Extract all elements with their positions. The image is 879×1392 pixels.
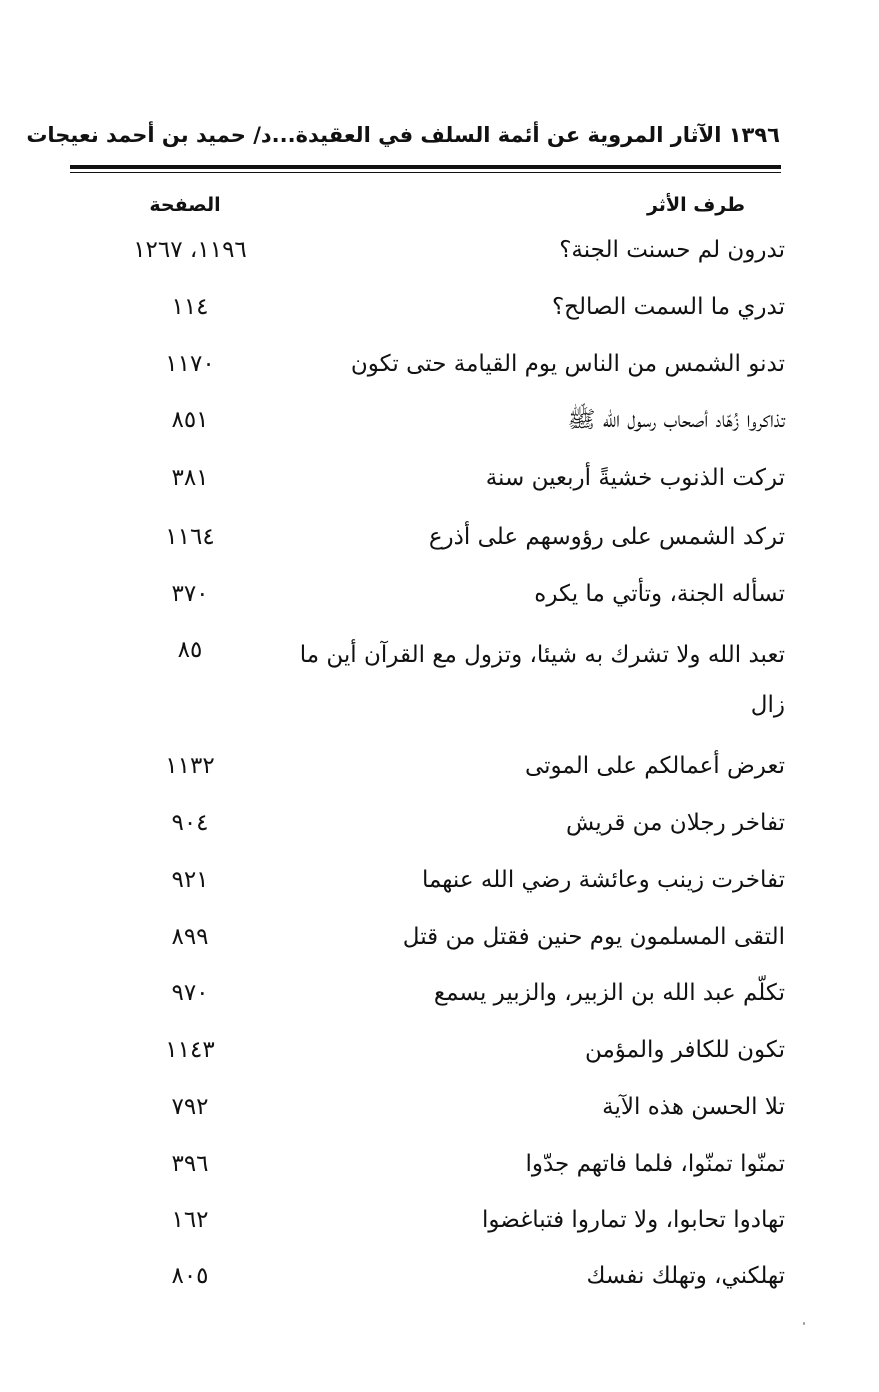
- column-heading-athar: طرف الأثر: [646, 194, 745, 216]
- running-header: ١٣٩٦ الآثار المروية عن أئمة السلف في العقيدة...د/ حميد بن أحمد نعيجات: [26, 123, 780, 147]
- index-row: [90, 230, 785, 270]
- page-number: ١٦٢: [171, 1207, 209, 1233]
- index-row: [90, 746, 785, 786]
- page-number: ٨٠٥: [171, 1263, 209, 1289]
- page-number: ١١٧٠: [165, 351, 215, 377]
- page-number: ١١٤: [171, 294, 209, 320]
- index-row: [90, 1087, 785, 1127]
- index-row: [90, 458, 785, 498]
- page-number: ١١٩٦، ١٢٦٧: [133, 237, 247, 263]
- page-number: ١١٣٢: [165, 753, 215, 779]
- index-row: [90, 1256, 785, 1296]
- index-row: [90, 574, 785, 614]
- header-rule-thin: [70, 172, 781, 173]
- athar-text: تهلكني، وتهلك نفسك: [586, 1263, 785, 1289]
- page-number: ٣٨١: [171, 465, 209, 491]
- athar-text: تكون للكافر والمؤمن: [584, 1037, 785, 1063]
- index-row: [90, 287, 785, 327]
- page-number: ٣٩٦: [171, 1151, 209, 1177]
- index-row: [90, 1030, 785, 1070]
- page-number: ٩٧٠: [171, 980, 209, 1006]
- athar-text: تعرض أعمالكم على الموتى: [524, 753, 785, 779]
- index-row: [90, 630, 785, 730]
- athar-text: تكلّم عبد الله بن الزبير، والزبير يسمع: [433, 980, 785, 1006]
- index-row: [90, 860, 785, 900]
- athar-text: تدري ما السمت الصالح؟: [551, 294, 785, 320]
- athar-text: تدرون لم حسنت الجنة؟: [559, 237, 785, 263]
- column-heading-page: الصفحة: [149, 194, 221, 216]
- page-number: ٧٩٢: [171, 1094, 209, 1120]
- page-number: ١١٤٣: [165, 1037, 215, 1063]
- page-number: ٩٢١: [171, 867, 209, 893]
- index-row: [90, 1144, 785, 1184]
- index-row: [90, 344, 785, 384]
- page-number: ٨٩٩: [171, 924, 209, 950]
- athar-text: تدنو الشمس من الناس يوم القيامة حتى تكون: [350, 351, 785, 377]
- page-number: ١١٦٤: [165, 524, 215, 550]
- athar-text: تفاخر رجلان من قريش: [565, 810, 785, 836]
- index-row: [90, 400, 785, 440]
- athar-text: تعبد الله ولا تشرك به شيئا، وتزول مع القرآن أين ما زال: [299, 642, 785, 718]
- athar-text: تمنّوا تمنّوا، فلما فاتهم جدّوا: [525, 1151, 785, 1177]
- athar-text: تسأله الجنة، وتأتي ما يكره: [534, 581, 785, 607]
- header-rule-thick: [70, 165, 781, 169]
- page-number: ٨٥: [177, 637, 203, 663]
- paper-speck: [803, 1322, 805, 1325]
- index-row: [90, 517, 785, 557]
- index-row: [90, 973, 785, 1013]
- index-row: [90, 917, 785, 957]
- athar-text: تفاخرت زينب وعائشة رضي الله عنهما: [421, 867, 785, 893]
- page-number: ٣٧٠: [171, 581, 209, 607]
- athar-text: تلا الحسن هذه الآية: [602, 1094, 785, 1120]
- athar-text: تذاكروا زُهّاد أصحاب رسول الله ﷺ: [567, 407, 785, 433]
- page-number: ٩٠٤: [171, 810, 209, 836]
- page-number: ٨٥١: [171, 407, 209, 433]
- athar-text: التقى المسلمون يوم حنين فقتل من قتل: [402, 924, 785, 950]
- athar-text: تهادوا تحابوا، ولا تماروا فتباغضوا: [481, 1207, 785, 1233]
- athar-text: تركت الذنوب خشيةً أربعين سنة: [485, 465, 785, 491]
- index-row: [90, 1200, 785, 1240]
- index-row: [90, 803, 785, 843]
- athar-text: تركد الشمس على رؤوسهم على أذرع: [428, 524, 785, 550]
